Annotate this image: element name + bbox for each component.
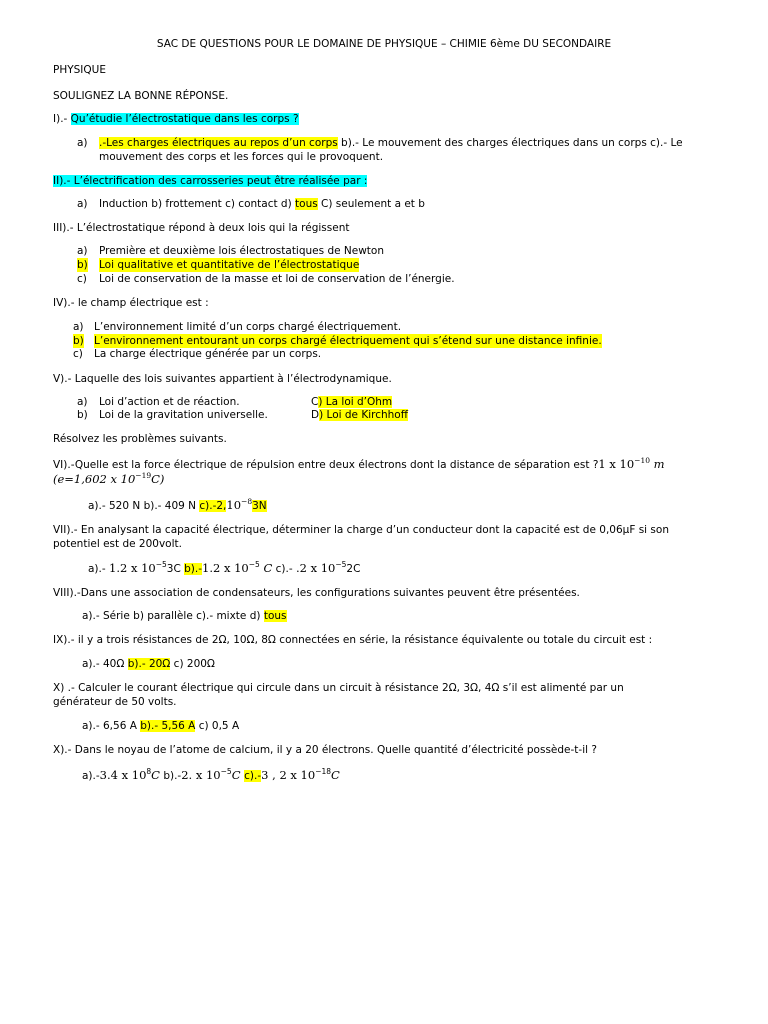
question-9-answers bbox=[82, 657, 215, 671]
math-base: 1 x 10 bbox=[598, 457, 635, 471]
correct-answer: ) La loi d’Ohm bbox=[318, 396, 393, 408]
math-base: .2 x 10 bbox=[295, 561, 336, 575]
option-label: c) bbox=[77, 273, 87, 285]
option-text: Loi de conservation de la masse et loi de conservation de l’énergie. bbox=[99, 273, 455, 285]
option-d bbox=[311, 408, 408, 422]
question-11-answers bbox=[82, 768, 340, 783]
option-label: c) bbox=[73, 348, 83, 360]
section-heading: PHYSIQUE bbox=[53, 64, 106, 76]
correct-answer: 3N bbox=[252, 500, 267, 512]
answer-text: a).- bbox=[88, 563, 109, 575]
math-base: 3 , 2 x 10 bbox=[261, 768, 316, 782]
option-label: b) bbox=[73, 335, 84, 347]
math-base: 3.4 x 10 bbox=[99, 768, 147, 782]
correct-answer: c).- bbox=[244, 770, 262, 782]
math-unit: C bbox=[259, 561, 273, 575]
math-distance bbox=[598, 457, 664, 471]
question-5: V).- Laquelle des lois suivantes appartient à l’électrodynamique. bbox=[53, 373, 392, 385]
correct-answer: c).-2, bbox=[199, 500, 227, 512]
question-2 bbox=[53, 174, 367, 188]
question-4: IV).- le champ électrique est : bbox=[53, 297, 209, 309]
answer-text: c) 0,5 A bbox=[195, 720, 240, 732]
answer-text: a).- 40Ω bbox=[82, 658, 128, 670]
math-exponent: −18 bbox=[315, 767, 332, 776]
question-9: IX).- il y a trois résistances de 2Ω, 10Ω, 8Ω connectées en série, la résistance équivalente ou totale du circuit est : bbox=[53, 634, 653, 646]
question-8-answers bbox=[82, 609, 287, 623]
question-11: X).- Dans le noyau de l’atome de calcium, il y a 20 électrons. Quelle quantité d’électricité possède-t-il ? bbox=[53, 744, 597, 756]
math-electron-charge bbox=[53, 472, 164, 486]
correct-answer: tous bbox=[263, 610, 287, 622]
answer-text: Induction b) frottement c) contact d) bbox=[99, 198, 296, 210]
correct-answer: tous bbox=[295, 198, 318, 210]
option-text: Loi de la gravitation universelle. bbox=[99, 409, 268, 421]
answer-text: C) seulement a et b bbox=[317, 198, 425, 210]
math-unit: C) bbox=[151, 472, 165, 486]
math-exponent: −5 bbox=[335, 560, 347, 569]
answer-text: c) 200Ω bbox=[170, 658, 215, 670]
question-7-answers bbox=[88, 561, 360, 576]
math-base: 2. x 10 bbox=[181, 768, 221, 782]
question-1-label: I).- bbox=[53, 113, 71, 125]
question-3: III).- L’électrostatique répond à deux lois qui la régissent bbox=[53, 222, 350, 234]
instruction: SOULIGNEZ LA BONNE RÉPONSE. bbox=[53, 90, 229, 102]
question-2-answers bbox=[99, 197, 425, 211]
option-label: b) bbox=[77, 409, 88, 421]
answer-text: a).- Série b) parallèle c).- mixte d) bbox=[82, 610, 264, 622]
correct-answer: b).- bbox=[184, 563, 203, 575]
math-unit: m bbox=[649, 457, 665, 471]
math-exponent: −5 bbox=[220, 767, 232, 776]
option-label: b) bbox=[77, 259, 88, 271]
correct-answer: ) Loi de Kirchhoff bbox=[319, 409, 408, 421]
question-6-text: VI).-Quelle est la force électrique de répulsion entre deux électrons dont la distance de séparation est ? bbox=[53, 459, 599, 471]
option-label: a) bbox=[73, 321, 84, 333]
option-label: a) bbox=[77, 396, 88, 408]
math-exponent: −5 bbox=[248, 560, 260, 569]
question-1-answers bbox=[99, 136, 683, 150]
correct-answer: .-Les charges électriques au repos d’un corps bbox=[99, 137, 338, 149]
question-10-answers bbox=[82, 719, 239, 733]
question-7: VII).- En analysant la capacité électrique, déterminer la charge d’un conducteur dont la capacité est de 0,06µF si son bbox=[53, 524, 669, 536]
question-10: X) .- Calculer le courant électrique qui circule dans un circuit à résistance 2Ω, 3Ω, 4Ω s’il est alimenté par un bbox=[53, 682, 624, 694]
option-c bbox=[311, 395, 392, 409]
answer-text: b).- bbox=[159, 770, 182, 782]
math-base: 10 bbox=[226, 498, 242, 512]
question-6 bbox=[53, 457, 665, 472]
answer-text: a).- 6,56 A bbox=[82, 720, 141, 732]
question-8: VIII).-Dans une association de condensateurs, les configurations suivantes peuvent être présentées. bbox=[53, 587, 580, 599]
answer-text: b).- Le mouvement des charges électriques dans un corps c).- Le bbox=[337, 137, 683, 149]
math-base: 1.2 x 10 bbox=[202, 561, 249, 575]
option-label: a) bbox=[77, 198, 88, 210]
option-label: C bbox=[311, 396, 319, 408]
answer-text: a).- bbox=[82, 770, 100, 782]
math-unit: C bbox=[331, 768, 340, 782]
option-label: D bbox=[311, 409, 320, 421]
correct-answer: b).- 20Ω bbox=[127, 658, 171, 670]
document-title: SAC DE QUESTIONS POUR LE DOMAINE DE PHYSIQUE – CHIMIE 6ème DU SECONDAIRE bbox=[156, 38, 612, 50]
math-unit: C bbox=[231, 768, 245, 782]
option-label: a) bbox=[77, 245, 88, 257]
option-text: La charge électrique générée par un corps. bbox=[94, 348, 322, 360]
math-power bbox=[226, 498, 252, 512]
option-text: L’environnement limité d’un corps chargé électriquement. bbox=[94, 321, 402, 333]
answer-text: c).- bbox=[272, 563, 296, 575]
answer-text: mouvement des corps et les forces qui le provoquent. bbox=[99, 151, 384, 163]
question-1 bbox=[53, 112, 299, 126]
math-exponent: 8 bbox=[146, 767, 152, 776]
math-exponent: −19 bbox=[135, 471, 152, 480]
math-unit: C bbox=[151, 768, 160, 782]
answer-unit: 3C bbox=[166, 563, 185, 575]
math-exponent: −8 bbox=[241, 497, 253, 506]
option-label: a) bbox=[77, 137, 88, 149]
question-2-text: II).- L’électrification des carrosseries peut être réalisée par : bbox=[53, 175, 368, 187]
question-10-line2: générateur de 50 volts. bbox=[53, 696, 177, 708]
answer-unit: 2C bbox=[346, 563, 361, 575]
question-7-line2: potentiel est de 200volt. bbox=[53, 538, 182, 550]
correct-answer: L’environnement entourant un corps chargé électriquement qui s’étend sur une distance infinie. bbox=[94, 335, 602, 347]
problems-heading: Résolvez les problèmes suivants. bbox=[53, 433, 227, 445]
question-1-text: Qu’étudie l’électrostatique dans les corps ? bbox=[70, 113, 299, 125]
correct-answer: Loi qualitative et quantitative de l’électrostatique bbox=[99, 259, 360, 271]
question-6-answers bbox=[88, 498, 267, 513]
answer-text: a).- 520 N b).- 409 N bbox=[88, 500, 200, 512]
math-exponent: −5 bbox=[155, 560, 167, 569]
math-exponent: −10 bbox=[634, 456, 650, 465]
option-text: Loi d’action et de réaction. bbox=[99, 396, 240, 408]
correct-answer: b).- 5,56 A bbox=[140, 720, 196, 732]
math-base: (e=1,602 x 10 bbox=[53, 472, 136, 486]
math-base: 1.2 x 10 bbox=[109, 561, 156, 575]
option-text: Première et deuxième lois électrostatiques de Newton bbox=[99, 245, 385, 257]
